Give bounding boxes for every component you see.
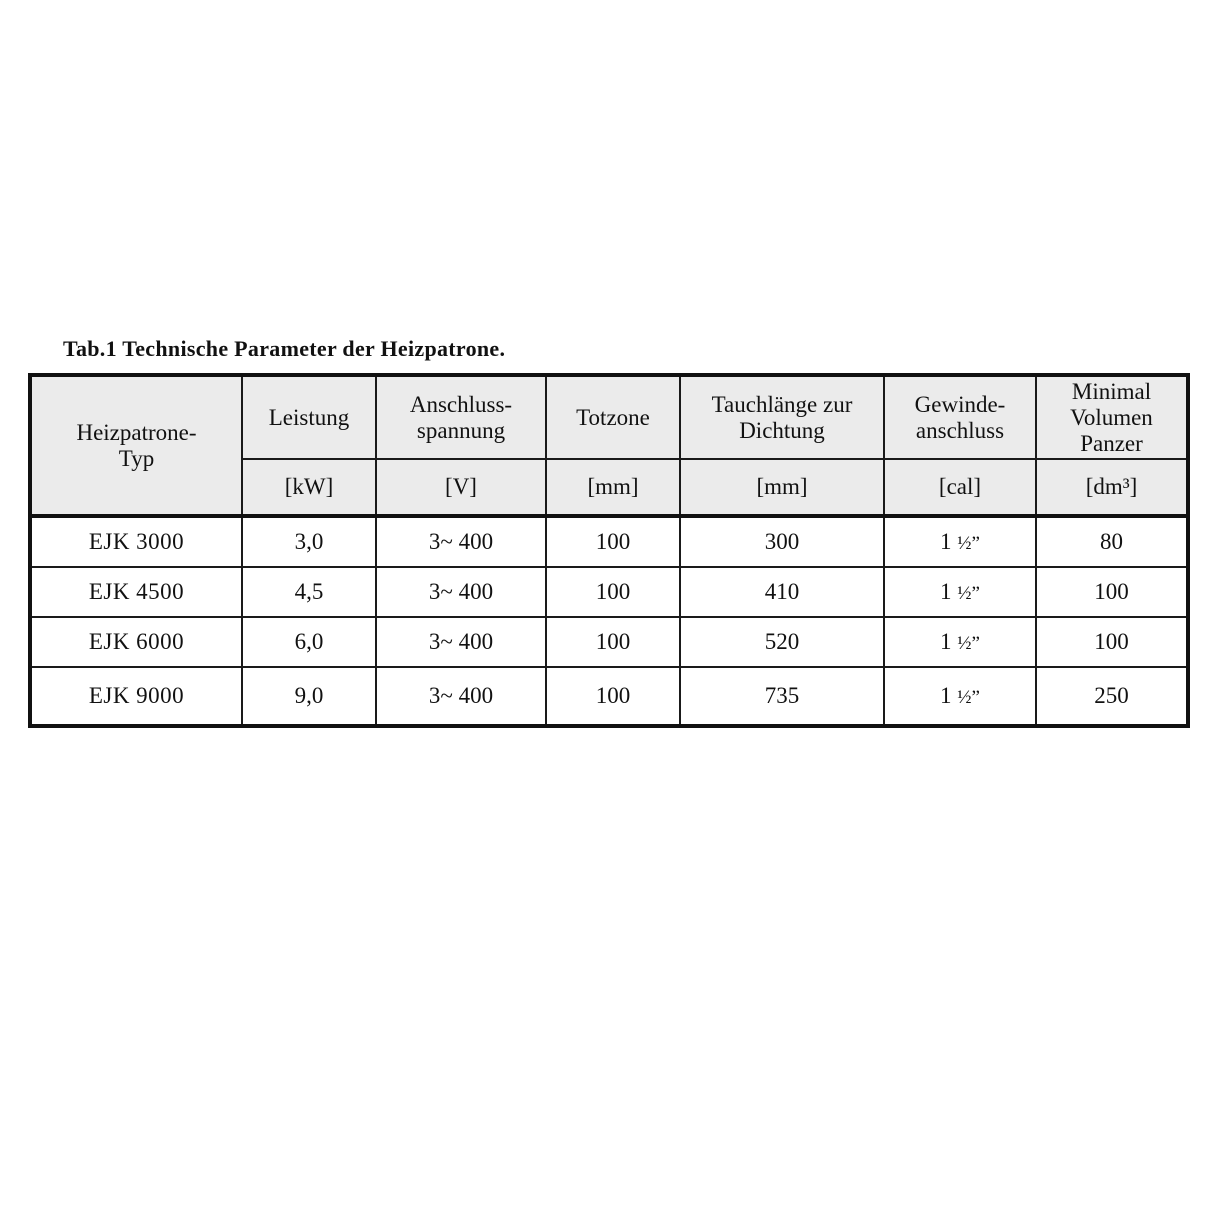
- cell-type: EJK 3000: [30, 516, 242, 567]
- cell-power: 4,5: [242, 567, 376, 617]
- header-cell-voltage: [376, 375, 546, 459]
- header-length-line-2: Dichtung: [739, 417, 825, 443]
- cell-type: EJK 4500: [30, 567, 242, 617]
- header-power-line-1: Leistung: [268, 404, 350, 430]
- cell-power: 3,0: [242, 516, 376, 567]
- cell-type: EJK 6000: [30, 617, 242, 667]
- header-type-line-2: Typ: [118, 445, 155, 471]
- header-volume-line-3: Panzer: [1080, 430, 1143, 456]
- technical-parameters-table: [28, 373, 1190, 728]
- cell-thread: [884, 516, 1036, 567]
- cell-length: 735: [680, 667, 884, 726]
- cell-type: EJK 9000: [30, 667, 242, 726]
- table-row: [30, 516, 1188, 567]
- cell-deadzone: 100: [546, 567, 680, 617]
- header-cell-type: [30, 375, 242, 516]
- header-voltage-line-1: Anschluss-: [409, 391, 513, 417]
- cell-thread-fraction: ½”: [957, 533, 980, 555]
- header-length-line-1: Tauchlänge zur: [711, 391, 853, 417]
- header-cell-length: [680, 375, 884, 459]
- table-row: [30, 567, 1188, 617]
- cell-deadzone: 100: [546, 516, 680, 567]
- table-caption: Tab.1 Technische Parameter der Heizpatrone.: [63, 336, 506, 361]
- cell-voltage: 3~ 400: [376, 667, 546, 726]
- unit-cell-thread: [cal]: [884, 459, 1036, 516]
- header-volume-line-2: Volumen: [1070, 404, 1153, 430]
- cell-thread-whole: 1: [940, 683, 952, 709]
- unit-cell-power: [kW]: [242, 459, 376, 516]
- unit-cell-length: [mm]: [680, 459, 884, 516]
- cell-thread-fraction: ½”: [957, 687, 980, 709]
- header-cell-deadzone: [546, 375, 680, 459]
- cell-voltage: 3~ 400: [376, 617, 546, 667]
- cell-thread: [884, 617, 1036, 667]
- header-type-line-1: Heizpatrone-: [76, 419, 197, 445]
- cell-power: 6,0: [242, 617, 376, 667]
- cell-thread-whole: 1: [940, 529, 952, 555]
- cell-volume: 80: [1036, 516, 1188, 567]
- cell-volume: 100: [1036, 617, 1188, 667]
- table-row: [30, 617, 1188, 667]
- cell-thread-whole: 1: [940, 629, 952, 655]
- header-cell-volume: [1036, 375, 1188, 459]
- cell-power: 9,0: [242, 667, 376, 726]
- header-thread-line-1: Gewinde-: [914, 391, 1006, 417]
- cell-thread: [884, 567, 1036, 617]
- cell-voltage: 3~ 400: [376, 567, 546, 617]
- cell-volume: 250: [1036, 667, 1188, 726]
- header-volume-line-1: Minimal: [1071, 379, 1152, 404]
- table-container: [28, 373, 1186, 728]
- cell-thread-fraction: ½”: [957, 583, 980, 605]
- unit-cell-voltage: [V]: [376, 459, 546, 516]
- table-row: [30, 667, 1188, 726]
- cell-length: 410: [680, 567, 884, 617]
- unit-cell-volume: [dm³]: [1036, 459, 1188, 516]
- cell-length: 300: [680, 516, 884, 567]
- cell-thread-whole: 1: [940, 579, 952, 605]
- table-header-row-titles: [30, 375, 1188, 459]
- cell-thread-fraction: ½”: [957, 633, 980, 655]
- unit-cell-deadzone: [mm]: [546, 459, 680, 516]
- header-cell-thread: [884, 375, 1036, 459]
- cell-thread: [884, 667, 1036, 726]
- cell-length: 520: [680, 617, 884, 667]
- header-deadzone-line-1: Totzone: [576, 404, 650, 430]
- header-thread-line-2: anschluss: [915, 417, 1005, 443]
- cell-deadzone: 100: [546, 667, 680, 726]
- cell-voltage: 3~ 400: [376, 516, 546, 567]
- table-header: [30, 375, 1188, 516]
- table-body: [30, 516, 1188, 726]
- header-cell-power: [242, 375, 376, 459]
- cell-volume: 100: [1036, 567, 1188, 617]
- header-voltage-line-2: spannung: [416, 417, 506, 443]
- cell-deadzone: 100: [546, 617, 680, 667]
